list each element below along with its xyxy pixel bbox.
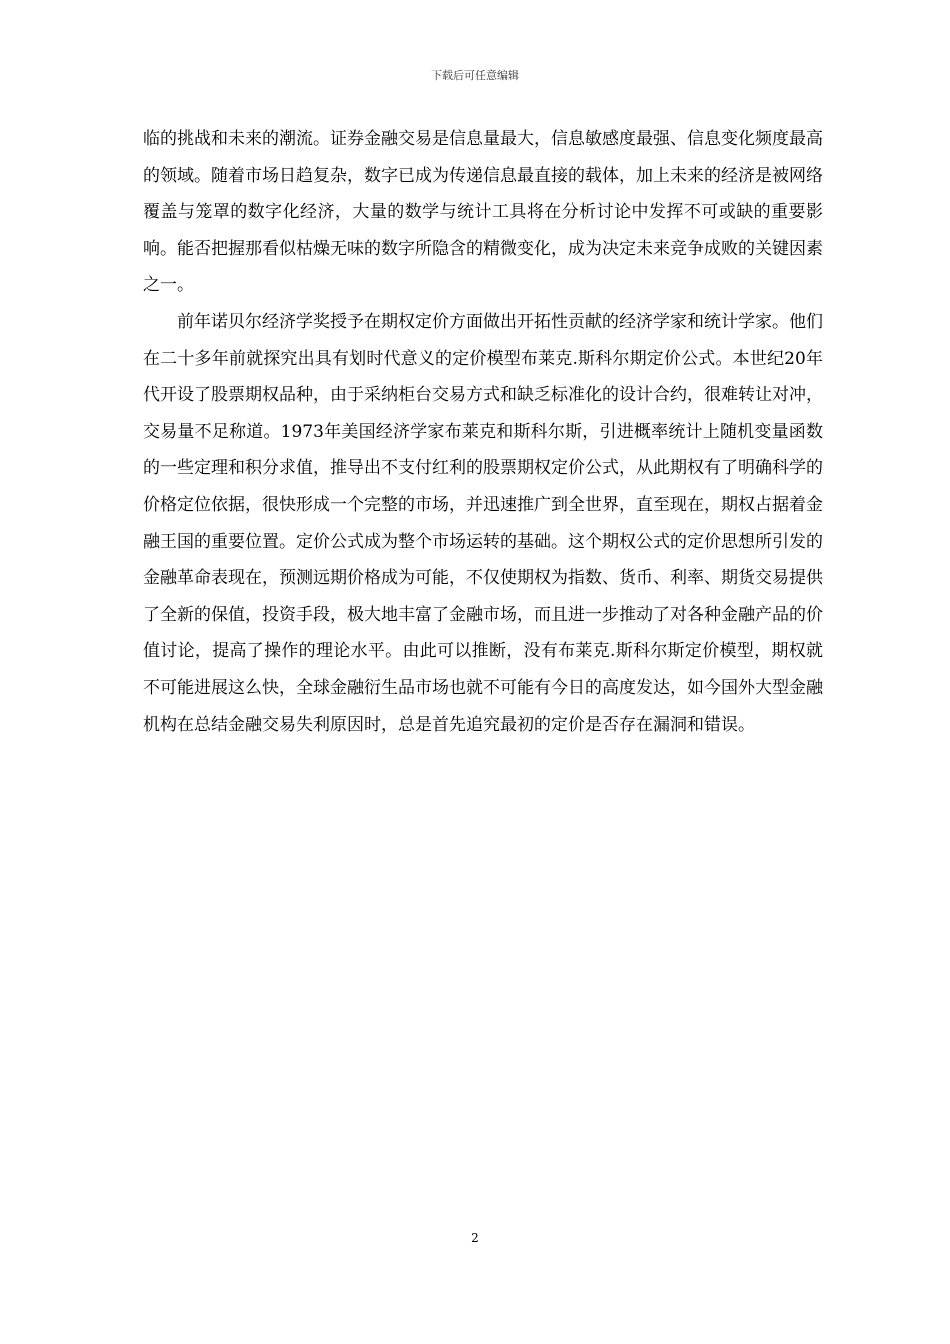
page-header: 下载后可任意编辑 bbox=[431, 69, 519, 82]
paragraph-option-pricing: 前年诺贝尔经济学奖授予在期权定价方面做出开拓性贡献的经济学家和统计学家。他们在二十多年前就探究出具有划时代意义的定价模型布莱克.斯科尔期定价公式。本世纪20年代开设了股票期权品种，由于采纳柜台交易方式和缺乏标准化的设计合约，很难转让对冲，交易量不足称道。1973年美国经济学家布莱克和斯科尔斯，引进概率统计上随机变量函数的一些定理和积分求值，推导出不支付红利的股票期权定价公式，从此期权有了明确科学的价格定位依据，很快形成一个完整的市场，并迅速推广到全世界，直至现在，期权占据着金融王国的重要位置。定价公式成为整个市场运转的基础。这个期权公式的定价思想所引发的金融革命表现在，预测远期价格成为可能，不仅使期权为指数、货币、利率、期货交易提供了全新的保值，投资手段，极大地丰富了金融市场，而且进一步推动了对各种金融产品的价值讨论，提高了操作的理论水平。由此可以推断，没有布莱克.斯科尔斯定价模型，期权就不可能进展这么快，全球金融衍生品市场也就不可能有今日的高度发达，如今国外大型金融机构在总结金融交易失利原因时，总是首先追究最初的定价是否存在漏洞和错误。 bbox=[143, 311, 823, 735]
page-number: 2 bbox=[471, 1231, 479, 1245]
document-body bbox=[143, 121, 823, 743]
paragraph-continuation: 临的挑战和未来的潮流。证券金融交易是信息量最大，信息敏感度最强、信息变化频度最高的领域。随着市场日趋复杂，数字已成为传递信息最直接的载体，加上未来的经济是被网络覆盖与笼罩的数字化经济，大量的数学与统计工具将在分析讨论中发挥不可或缺的重要影响。能否把握那看似枯燥无味的数字所隐含的精微变化，成为决定未来竞争成败的关键因素之一。 bbox=[143, 129, 823, 296]
